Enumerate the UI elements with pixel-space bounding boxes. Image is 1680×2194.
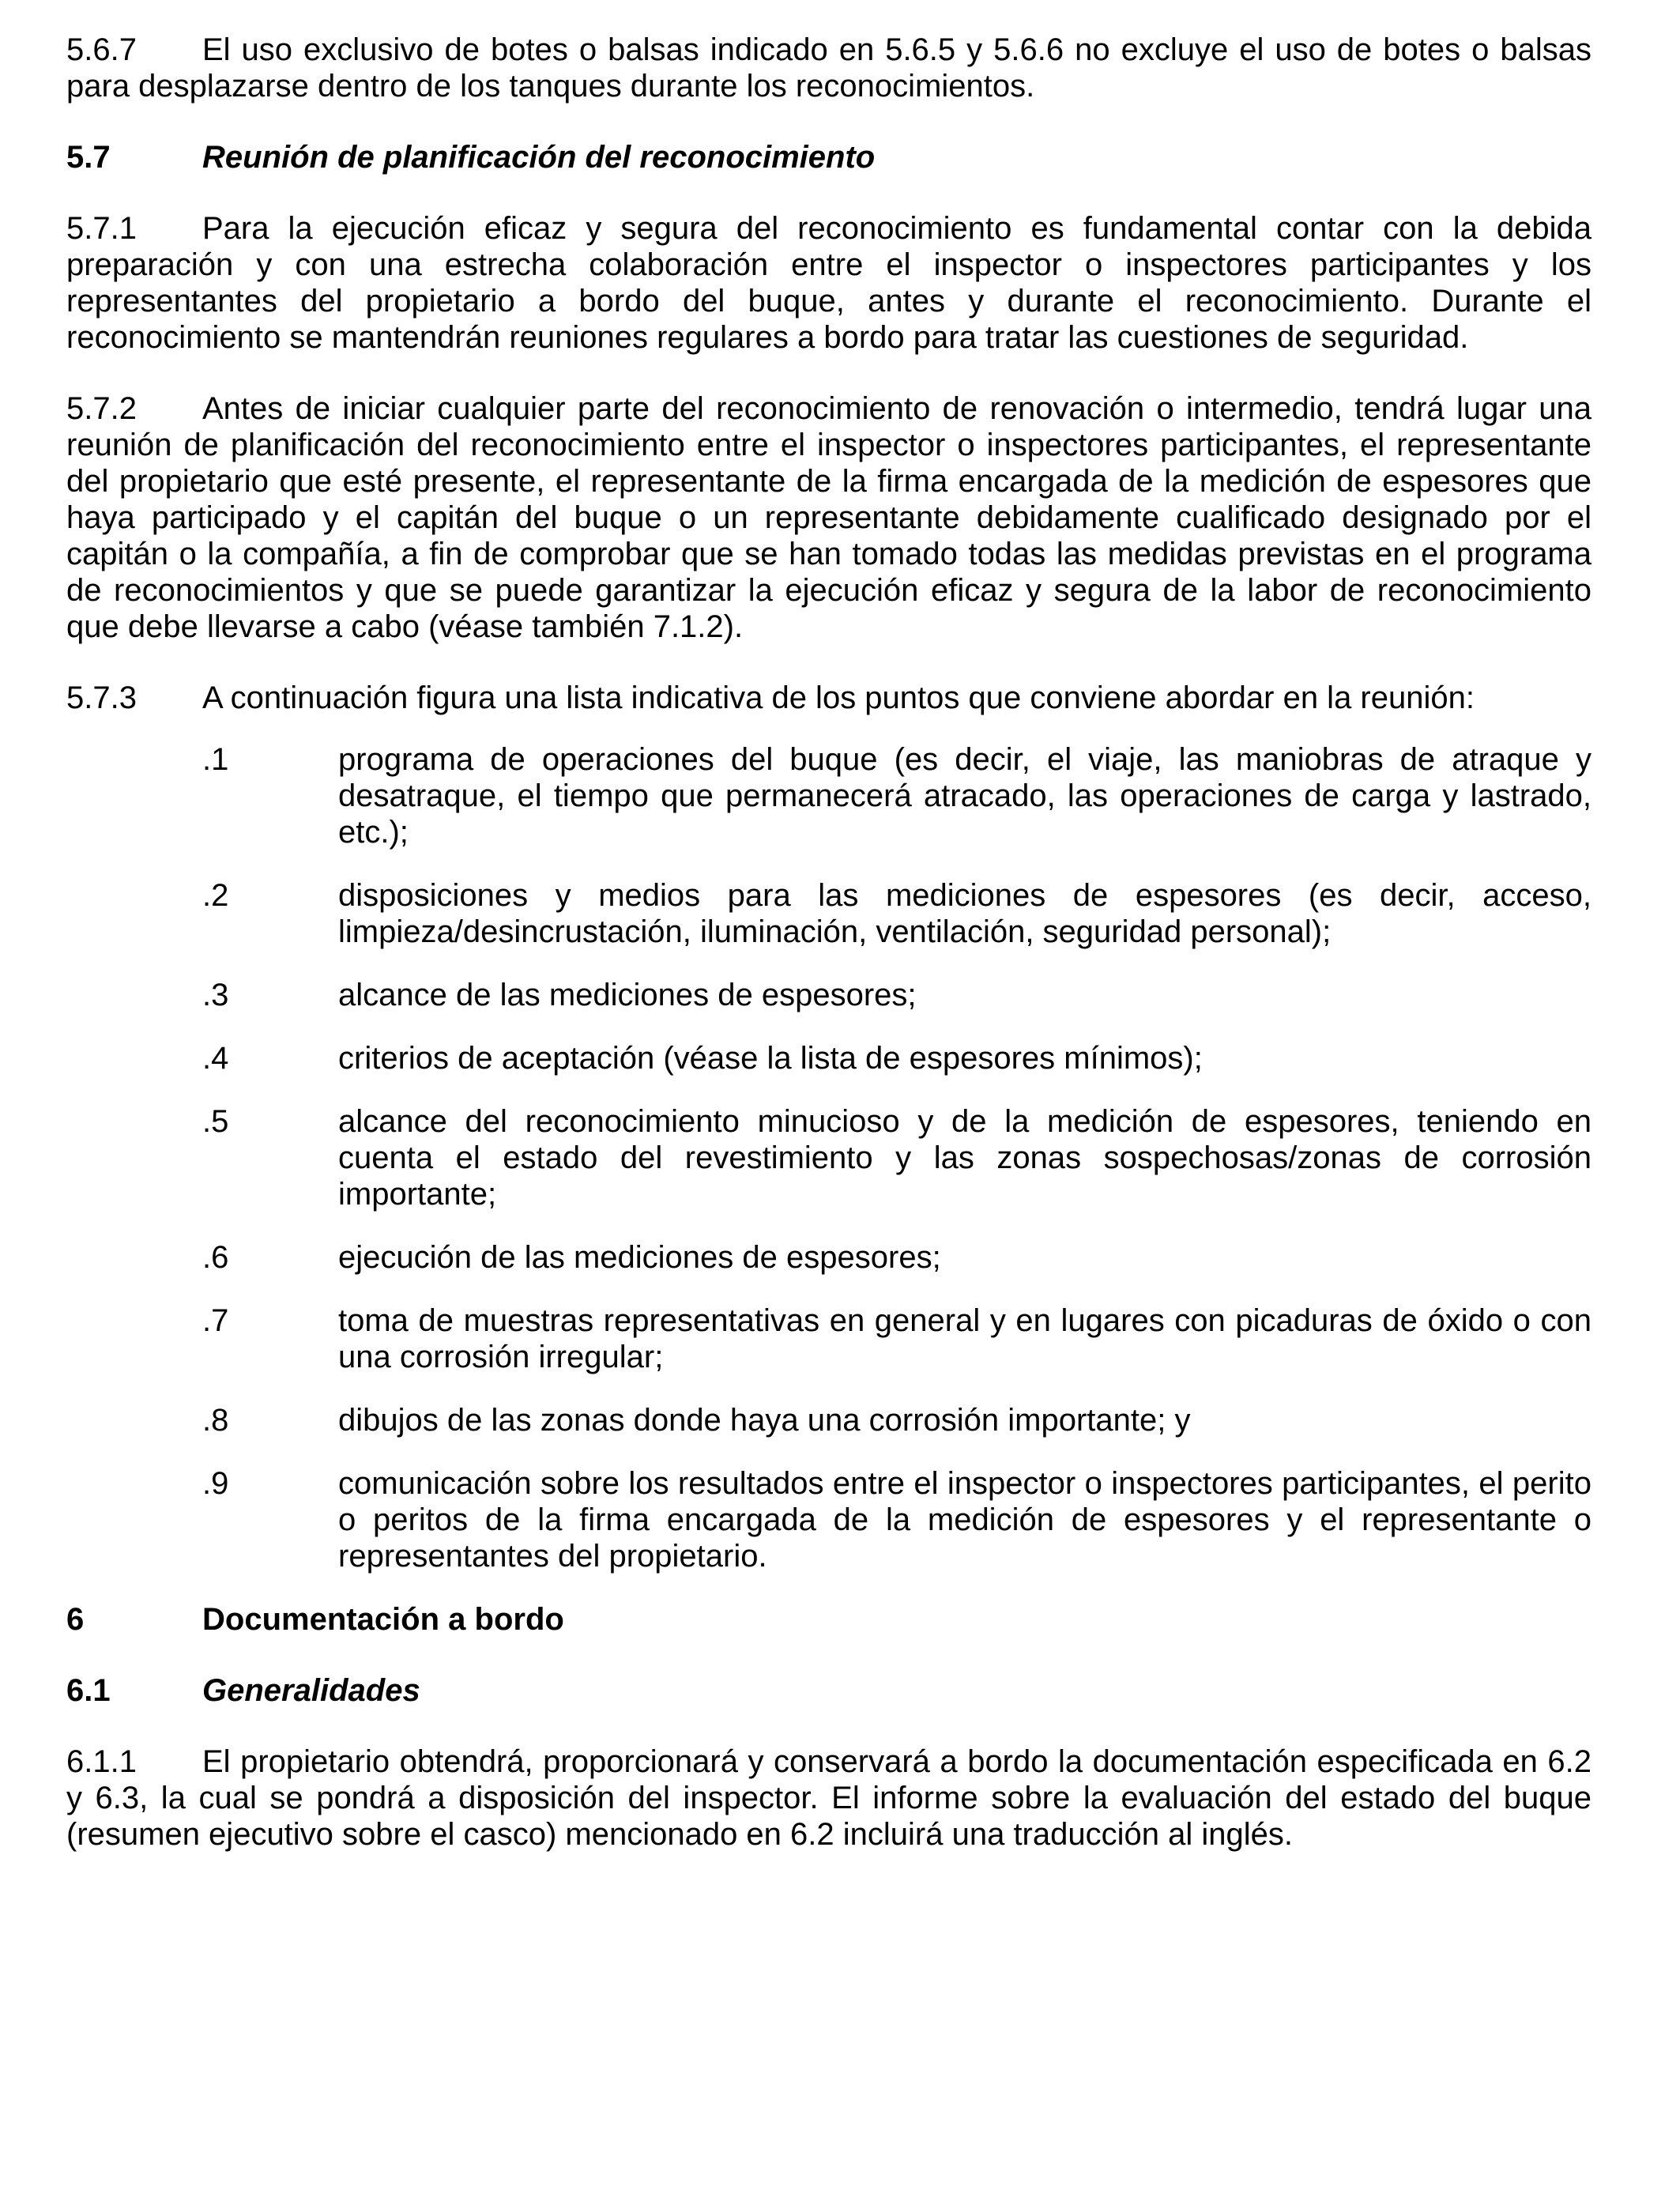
list-item-number: .6 [202, 1240, 229, 1275]
list-item-text: programa de operaciones del buque (es decir, el viaje, las maniobras de atraque y desatraque, el tiempo que permanecerá atracado, las operaciones de carga y lastrado, etc.); [338, 742, 1591, 850]
list-item [66, 1239, 1591, 1276]
list-item-number: .1 [202, 742, 229, 777]
paragraph-text: A continuación figura una lista indicativa de los puntos que conviene abordar en la reunión: [202, 680, 1475, 715]
section-title: Documentación a bordo [202, 1602, 564, 1637]
paragraph-text: El propietario obtendrá, proporcionará y conservará a bordo la documentación especificada en 6.2 y 6.3, la cual se pondrá a disposición del inspector. El informe sobre la evaluación del estado del buque (resumen ejecutivo sobre el casco) mencionado en 6.2 incluirá una traducción al inglés. [66, 1744, 1591, 1852]
list-item [66, 1302, 1591, 1375]
list-item-text: dibujos de las zonas donde haya una corrosión importante; y [338, 1403, 1191, 1438]
section-heading-5-7 [66, 139, 1591, 175]
document-page [66, 32, 1591, 1887]
paragraph-text: Para la ejecución eficaz y segura del reconocimiento es fundamental contar con la debida preparación y con una estrecha colaboración entre el inspector o inspectores participantes y los representantes del propietario a bordo del buque, antes y durante el reconocimiento. Durante el reconocimiento se mantendrán reuniones regulares a bordo para tratar las cuestiones de seguridad. [66, 211, 1591, 355]
paragraph-5-7-1 [66, 210, 1591, 356]
list-item-text: disposiciones y medios para las mediciones de espesores (es decir, acceso, limpieza/desincrustación, iluminación, ventilación, seguridad personal); [338, 878, 1591, 949]
list-item-text: comunicación sobre los resultados entre el inspector o inspectores participantes, el perito o peritos de la firma encargada de la medición de espesores y el representante o representantes del propietario. [338, 1466, 1591, 1574]
list-item [66, 1103, 1591, 1212]
list-item-number: .2 [202, 878, 229, 913]
list-item-number: .4 [202, 1041, 229, 1076]
list-item-number: .7 [202, 1303, 229, 1338]
list-item-number: .5 [202, 1104, 229, 1139]
section-title: Generalidades [202, 1673, 420, 1708]
section-number: 6 [66, 1602, 85, 1637]
paragraph-5-7-3 [66, 680, 1591, 716]
list-item-text: ejecución de las mediciones de espesores; [338, 1240, 941, 1275]
section-number: 5.7 [66, 140, 111, 175]
section-heading-6-1 [66, 1672, 1591, 1709]
paragraph-number: 5.7.1 [66, 211, 137, 246]
list-item-number: .3 [202, 978, 229, 1012]
list-item [66, 1040, 1591, 1076]
paragraph-number: 5.7.2 [66, 391, 137, 426]
section-title: Reunión de planificación del reconocimiento [202, 140, 876, 175]
paragraph-5-6-7 [66, 32, 1591, 104]
list-item-number: .8 [202, 1403, 229, 1438]
list-item-number: .9 [202, 1466, 229, 1501]
list-item-text: toma de muestras representativas en general y en lugares con picaduras de óxido o con una corrosión irregular; [338, 1303, 1591, 1374]
paragraph-number: 6.1.1 [66, 1744, 137, 1779]
paragraph-text: Antes de iniciar cualquier parte del reconocimiento de renovación o intermedio, tendrá lugar una reunión de planificación del reconocimiento entre el inspector o inspectores participantes, el representante del propietario que esté presente, el representante de la firma encargada de la medición de espesores que haya participado y el capitán del buque o un representante debidamente cualificado designado por el capitán o la compañía, a fin de comprobar que se han tomado todas las medidas previstas en el programa de reconocimientos y que se puede garantizar la ejecución eficaz y segura de la labor de reconocimiento que debe llevarse a cabo (véase también 7.1.2). [66, 391, 1591, 644]
list-item [66, 977, 1591, 1013]
list-item [66, 877, 1591, 950]
section-heading-6 [66, 1601, 1591, 1638]
paragraph-5-7-2 [66, 390, 1591, 645]
meeting-topics-list [66, 741, 1591, 1574]
list-item [66, 1402, 1591, 1438]
section-number: 6.1 [66, 1673, 111, 1708]
paragraph-text: El uso exclusivo de botes o balsas indicado en 5.6.5 y 5.6.6 no excluye el uso de botes o balsas para desplazarse dentro de los tanques durante los reconocimientos. [66, 32, 1591, 104]
paragraph-number: 5.7.3 [66, 680, 137, 715]
list-item-text: criterios de aceptación (véase la lista de espesores mínimos); [338, 1041, 1203, 1076]
paragraph-6-1-1 [66, 1744, 1591, 1853]
list-item-text: alcance de las mediciones de espesores; [338, 978, 917, 1012]
list-item-text: alcance del reconocimiento minucioso y de la medición de espesores, teniendo en cuenta el estado del revestimiento y las zonas sospechosas/zonas de corrosión importante; [338, 1104, 1591, 1212]
paragraph-number: 5.6.7 [66, 32, 137, 67]
list-item [66, 1465, 1591, 1574]
list-item [66, 741, 1591, 850]
